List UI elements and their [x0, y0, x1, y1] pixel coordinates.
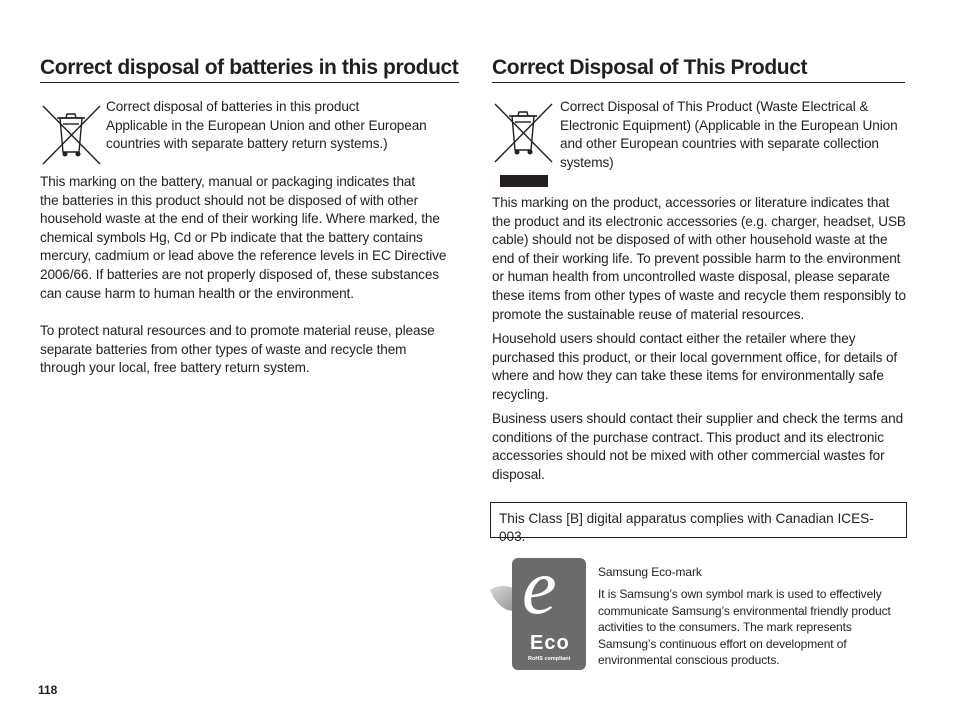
right-intro-line: systems) [560, 154, 614, 170]
left-paragraph-1-line: can cause harm to human health or the environment. [40, 285, 354, 301]
left-paragraph-2-line: To protect natural resources and to promote material reuse, please [40, 323, 435, 338]
right-heading-rule [492, 82, 905, 83]
eco-description-line: environmental conscious products. [598, 653, 780, 668]
eco-description-line: It is Samsung’s own symbol mark is used to effectively [598, 587, 882, 601]
left-paragraph-1-line: mercury, cadmium or lead above the reference levels in EC Directive [40, 248, 447, 264]
left-intro-line: countries with separate battery return systems.) [106, 136, 388, 152]
left-paragraph-2-line: separate batteries from other types of waste and recycle them [40, 341, 407, 357]
right-paragraph-1-line: or human health from uncontrolled waste disposal, please separate [492, 269, 890, 285]
left-intro-line: Applicable in the European Union and other European [106, 117, 427, 133]
left-intro [106, 98, 456, 154]
left-heading-rule [40, 82, 459, 83]
right-paragraph-2-line: purchased this product, or their local government office, for details of [492, 349, 898, 365]
left-heading: Correct disposal of batteries in this product [40, 56, 459, 79]
right-intro-line: and other European countries with separate collection [560, 136, 879, 152]
crossed-out-bin-icon [40, 102, 102, 166]
eco-description-line: activities to the consumers. The mark represents [598, 620, 852, 635]
right-paragraph-1-line: end of their working life. To prevent possible harm to the environment [492, 250, 901, 266]
eco-logo-text: Eco [530, 632, 570, 654]
right-paragraph-3-line: Business users should contact their supplier and check the terms and [492, 411, 904, 426]
right-paragraph-3 [492, 410, 912, 484]
left-paragraph-1 [40, 173, 460, 303]
right-paragraph-1-line: This marking on the product, accessories or literature indicates that [492, 195, 890, 210]
right-paragraph-3-line: accessories should not be mixed with other commercial wastes for [492, 448, 885, 464]
eco-description [598, 586, 908, 669]
right-intro-line: Correct Disposal of This Product (Waste Electrical & [560, 99, 869, 114]
ices-notice-text: This Class [B] digital apparatus complies with Canadian ICES-003. [499, 511, 874, 544]
left-intro-line: Correct disposal of batteries in this product [106, 99, 360, 114]
right-paragraph-3-line: disposal. [492, 466, 545, 482]
eco-description-line: communicate Samsung’s environmental friendly product [598, 603, 891, 618]
eco-title: Samsung Eco-mark [598, 565, 702, 579]
right-paragraph-1-line: cable) should not be disposed of with other household waste at the [492, 232, 888, 248]
right-paragraph-3-line: conditions of the purchase contract. This product and its electronic [492, 429, 884, 445]
eco-description-line: Samsung’s continuous effort on development of [598, 636, 847, 651]
left-paragraph-1-line: 2006/66. If batteries are not properly disposed of, these substances [40, 266, 440, 282]
eco-mark-logo [488, 543, 588, 672]
left-paragraph-2 [40, 322, 460, 378]
right-intro [560, 98, 905, 172]
left-paragraph-2-line: through your local, free battery return system. [40, 360, 310, 376]
right-paragraph-2-line: Household users should contact either the retailer where they [492, 331, 856, 346]
ices-notice-box [490, 502, 907, 544]
right-paragraph-1-line: promote the sustainable reuse of material resources. [492, 306, 805, 322]
right-intro-line: Electronic Equipment) (Applicable in the European Union [560, 117, 898, 133]
right-heading: Correct Disposal of This Product [492, 56, 808, 79]
left-paragraph-1-line: chemical symbols Hg, Cd or Pb indicate that the battery contains [40, 229, 423, 245]
right-paragraph-1-line: these items from other types of waste and recycle them responsibly to [492, 287, 906, 303]
right-paragraph-1 [492, 194, 912, 324]
eco-letter: e [522, 543, 557, 630]
eco-logo-subtext: RoHS compliant [528, 656, 571, 662]
crossed-out-bin-with-bar-icon [492, 100, 556, 190]
right-paragraph-2-line: where and how they can take these items for environmentally safe [492, 368, 884, 384]
left-paragraph-1-line: household waste at the end of their working life. Where marked, the [40, 211, 440, 227]
eco-badge [512, 543, 586, 670]
right-paragraph-1-line: the product and its electronic accessories (e.g. charger, headset, USB [492, 213, 906, 229]
page-number: 118 [38, 683, 58, 697]
right-paragraph-2-line: recycling. [492, 386, 549, 402]
right-paragraph-2 [492, 330, 912, 404]
left-paragraph-1-line: the batteries in this product should not be disposed of with other [40, 192, 419, 208]
left-paragraph-1-line: This marking on the battery, manual or packaging indicates that [40, 174, 416, 189]
